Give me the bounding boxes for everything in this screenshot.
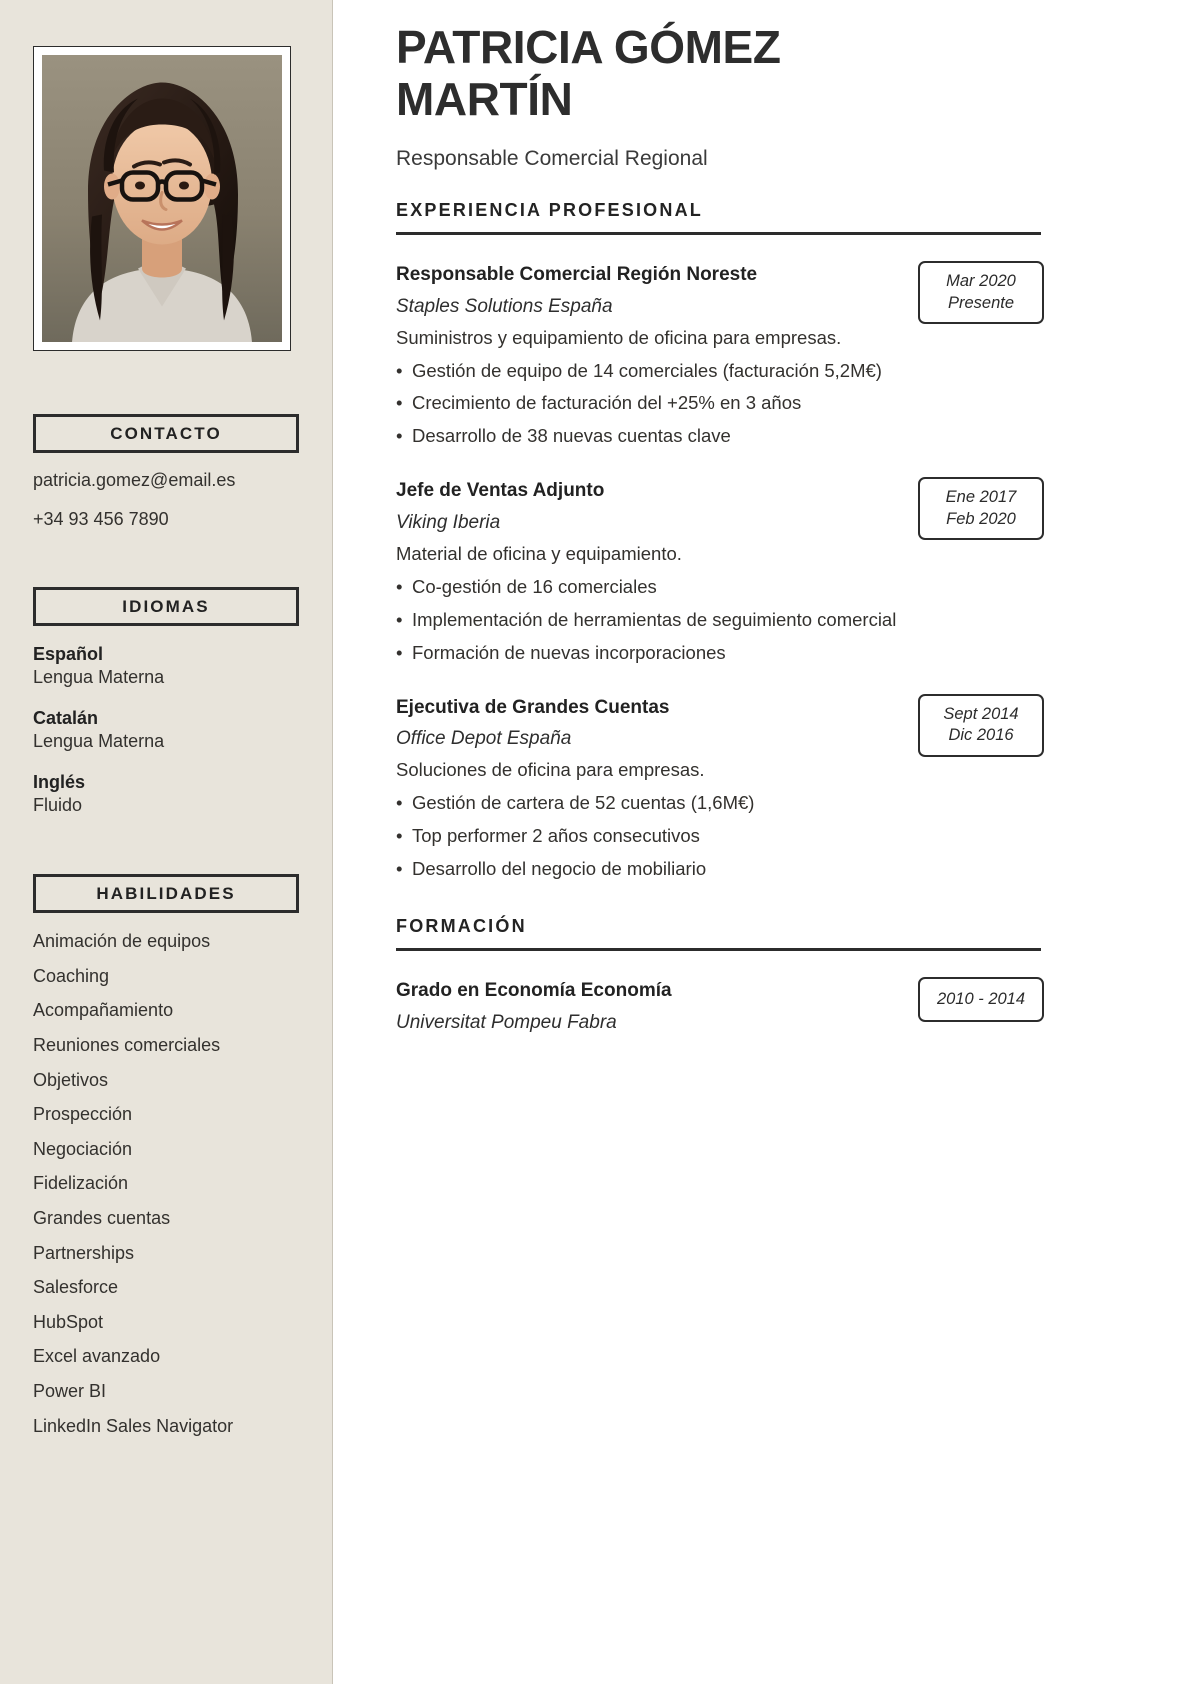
experience-description: Material de oficina y equipamiento. (396, 542, 682, 564)
skill-item: Power BI (33, 1380, 107, 1401)
experience-bullet: • Desarrollo del negocio de mobiliario (396, 857, 1041, 882)
date-badge (918, 694, 1044, 757)
sidebar-heading-contacto-label: CONTACTO (110, 423, 222, 443)
skill-item: Objetivos (33, 1069, 109, 1090)
language-level: Lengua Materna (33, 666, 165, 687)
sidebar-heading-idiomas-label: IDIOMAS (122, 596, 210, 616)
experience-bullet: • Crecimiento de facturación del +25% en 3 años (396, 391, 1041, 416)
experience-bullet: • Formación de nuevas incorporaciones (396, 641, 1041, 666)
section-title-experience: EXPERIENCIA PROFESIONAL (396, 200, 1041, 235)
contact-phone[interactable]: +34 93 456 7890 (33, 508, 169, 529)
skill-item: Coaching (33, 965, 110, 986)
experience-bullet: • Co-gestión de 16 comerciales (396, 575, 1041, 600)
skill-item: HubSpot (33, 1311, 104, 1332)
experience-description: Suministros y equipamiento de oficina para empresas. (396, 326, 842, 348)
skills-list (33, 931, 299, 1437)
main-content (333, 0, 1190, 1684)
experience-company: Viking Iberia (396, 512, 501, 534)
language-item (33, 771, 299, 816)
profile-photo-frame (33, 46, 291, 351)
skill-item: Fidelización (33, 1173, 129, 1194)
experience-entry (396, 479, 1041, 665)
skill-item: Acompañamiento (33, 1000, 174, 1021)
date-start: Mar 2020 (946, 272, 1016, 291)
sidebar-heading-habilidades (33, 874, 299, 913)
education-degree: Grado en Economía Economía (396, 979, 672, 1001)
sidebar (0, 0, 333, 1684)
date-start: Sept 2014 (943, 704, 1019, 723)
skill-item: LinkedIn Sales Navigator (33, 1415, 234, 1436)
language-level: Lengua Materna (33, 730, 165, 751)
skill-item: Negociación (33, 1138, 133, 1159)
job-title: Responsable Comercial Regional (396, 147, 708, 171)
skill-item: Grandes cuentas (33, 1207, 171, 1228)
experience-entry (396, 263, 1041, 449)
skill-item: Excel avanzado (33, 1346, 161, 1367)
experience-bullets (396, 791, 1041, 882)
skill-item: Reuniones comerciales (33, 1034, 221, 1055)
skill-item: Partnerships (33, 1242, 135, 1263)
language-name: Español (33, 644, 104, 665)
education-school: Universitat Pompeu Fabra (396, 1011, 617, 1033)
experience-role: Ejecutiva de Grandes Cuentas (396, 696, 670, 718)
language-level: Fluido (33, 794, 83, 815)
profile-photo (42, 55, 282, 342)
skill-item: Animación de equipos (33, 931, 211, 952)
experience-bullet: • Desarrollo de 38 nuevas cuentas clave (396, 424, 1041, 449)
date-end: Presente (947, 293, 1015, 312)
experience-bullets (396, 359, 1041, 450)
languages-list (33, 643, 299, 816)
skill-item: Salesforce (33, 1277, 119, 1298)
date-badge (918, 477, 1044, 540)
language-name: Catalán (33, 708, 99, 729)
experience-bullet: • Gestión de cartera de 52 cuentas (1,6M€) (396, 791, 1041, 816)
language-name: Inglés (33, 772, 86, 793)
sidebar-heading-habilidades-label: HABILIDADES (96, 883, 236, 903)
date-badge (918, 261, 1044, 324)
contact-email[interactable]: patricia.gomez@email.es (33, 470, 236, 490)
date-end: Dic 2016 (948, 726, 1014, 745)
sidebar-heading-contacto (33, 414, 299, 453)
experience-description: Soluciones de oficina para empresas. (396, 758, 705, 780)
experience-bullet: • Top performer 2 años consecutivos (396, 824, 1041, 849)
experience-company: Office Depot España (396, 728, 572, 750)
experience-company: Staples Solutions España (396, 295, 613, 317)
section-title-education: FORMACIÓN (396, 916, 1041, 951)
date-start: Ene 2017 (945, 488, 1017, 507)
experience-entry (396, 696, 1041, 882)
language-item (33, 643, 299, 688)
experience-role: Responsable Comercial Región Noreste (396, 264, 758, 286)
experience-bullet: • Gestión de equipo de 14 comerciales (facturación 5,2M€) (396, 359, 1041, 384)
language-item (33, 707, 299, 752)
education-dates: 2010 - 2014 (936, 989, 1026, 1008)
date-badge (918, 977, 1044, 1022)
page-title: PATRICIA GÓMEZ MARTÍN (396, 21, 781, 125)
experience-bullet: • Implementación de herramientas de seguimiento comercial (396, 608, 1041, 633)
sidebar-heading-idiomas (33, 587, 299, 626)
education-entry (396, 979, 1041, 1035)
experience-role: Jefe de Ventas Adjunto (396, 480, 605, 502)
experience-bullets (396, 575, 1041, 666)
skill-item: Prospección (33, 1104, 133, 1125)
date-end: Feb 2020 (946, 509, 1016, 528)
